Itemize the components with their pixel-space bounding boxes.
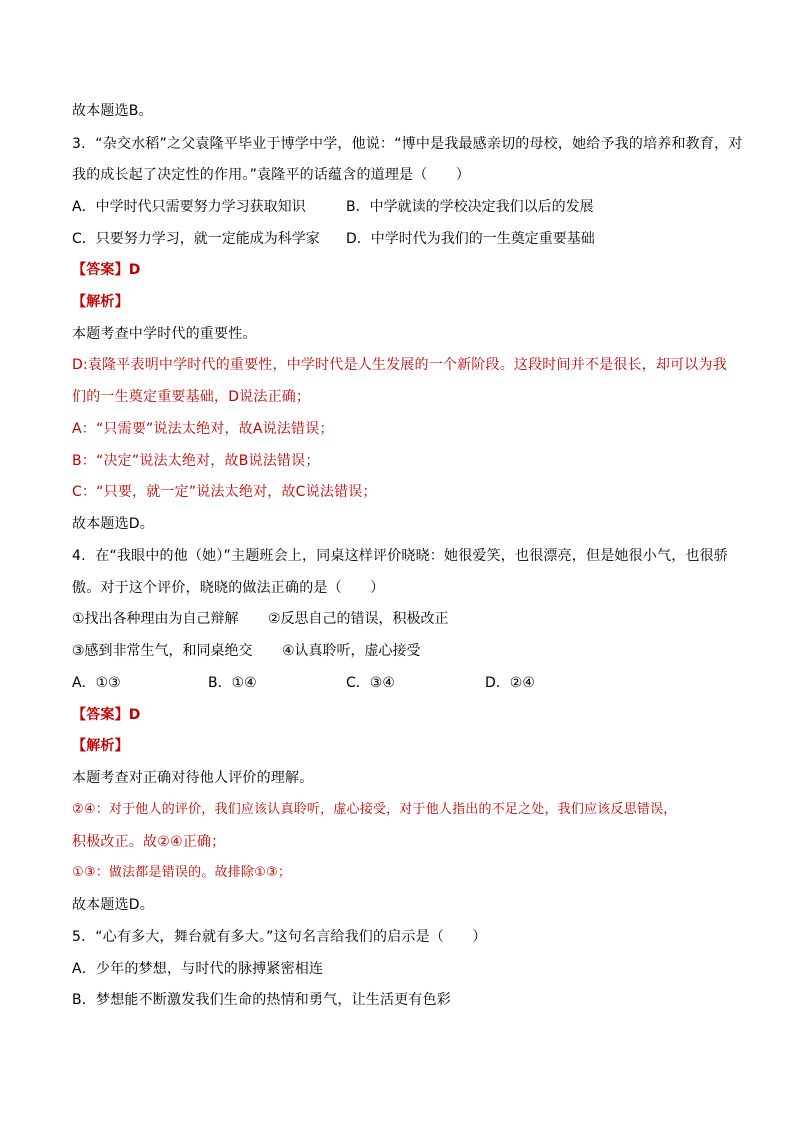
q5-option-b: B．梦想能不断激发我们生命的热情和勇气，让生活更有色彩 [72, 992, 452, 1008]
q4-stem-line2: 傲。对于这个评价，晓晓的做法正确的是（ ） [72, 580, 385, 596]
q4-option-a: A．①③ [72, 675, 121, 691]
q5-stem: 5．“心有多大，舞台就有多大。”这句名言给我们的启示是（ ） [72, 929, 487, 945]
q4-stem-line1: 4．在“我眼中的他（她）”主题班会上，同桌这样评价晓晓：她很爱笑，也很漂亮，但是她很小气，也很骄 [72, 548, 729, 564]
q3-option-a: A．中学时代只需要努力学习获取知识 [72, 199, 306, 215]
q4-analysis-13: ①③：做法都是错误的。故排除①③； [72, 865, 292, 880]
q4-option-d: D．②④ [485, 675, 535, 691]
q3-analysis-a: A：“只需要”说法太绝对，故A说法错误； [72, 421, 334, 437]
q4-option-c: C．③④ [346, 675, 395, 691]
q3-analysis-d-line1: D:袁隆平表明中学时代的重要性，中学时代是人生发展的一个新阶段。这段时间并不是很长，却可以为我 [72, 357, 727, 373]
q4-analysis-24-line1: ②④：对于他人的评价，我们应该认真聆听，虚心接受，对于他人指出的不足之处，我们应该反思错误， [72, 802, 677, 817]
q2-conclusion: 故本题选B。 [72, 103, 153, 119]
q4-item-1: ①找出各种理由为自己辩解 [72, 611, 239, 627]
q4-item-4: ④认真聆听，虚心接受 [282, 643, 421, 659]
q3-stem-line1: 3．“杂交水稻”之父袁隆平毕业于博学中学，他说：“博中是我最感亲切的母校，她给予我的培养和教育，对 [72, 136, 743, 152]
q3-answer: 【答案】D [72, 262, 141, 278]
q4-analysis-intro: 本题考查对正确对待他人评价的理解。 [72, 770, 314, 786]
q3-analysis-b: B：“决定”说法太绝对，故B说法错误； [72, 453, 320, 469]
q3-conclusion: 故本题选D。 [72, 516, 154, 532]
q4-analysis-24-line2: 积极改正。故②④正确； [72, 834, 226, 850]
q4-item-3: ③感到非常生气，和同桌绝交 [72, 643, 253, 659]
q3-analysis-intro: 本题考查中学时代的重要性。 [72, 326, 257, 342]
q3-analysis-d-line2: 们的一生奠定重要基础，D说法正确； [72, 389, 311, 405]
q3-option-b: B．中学就读的学校决定我们以后的发展 [346, 199, 594, 215]
q5-option-a: A．少年的梦想，与时代的脉搏紧密相连 [72, 961, 324, 977]
q3-option-d: D．中学时代为我们的一生奠定重要基础 [346, 231, 595, 247]
q4-analysis-label: 【解析】 [72, 738, 129, 754]
q3-option-c: C．只要努力学习，就一定能成为科学家 [72, 231, 320, 247]
q4-option-b: B．①④ [208, 675, 257, 691]
q3-analysis-c: C：“只要，就一定”说法太绝对，故C说法错误； [72, 484, 377, 500]
q4-answer: 【答案】D [72, 707, 141, 723]
q3-stem-line2: 我的成长起了决定性的作用。”袁隆平的话蕴含的道理是（ ） [72, 167, 471, 183]
q4-item-2: ②反思自己的错误，积极改正 [268, 611, 449, 627]
q3-analysis-label: 【解析】 [72, 294, 129, 310]
q4-conclusion: 故本题选D。 [72, 897, 154, 913]
